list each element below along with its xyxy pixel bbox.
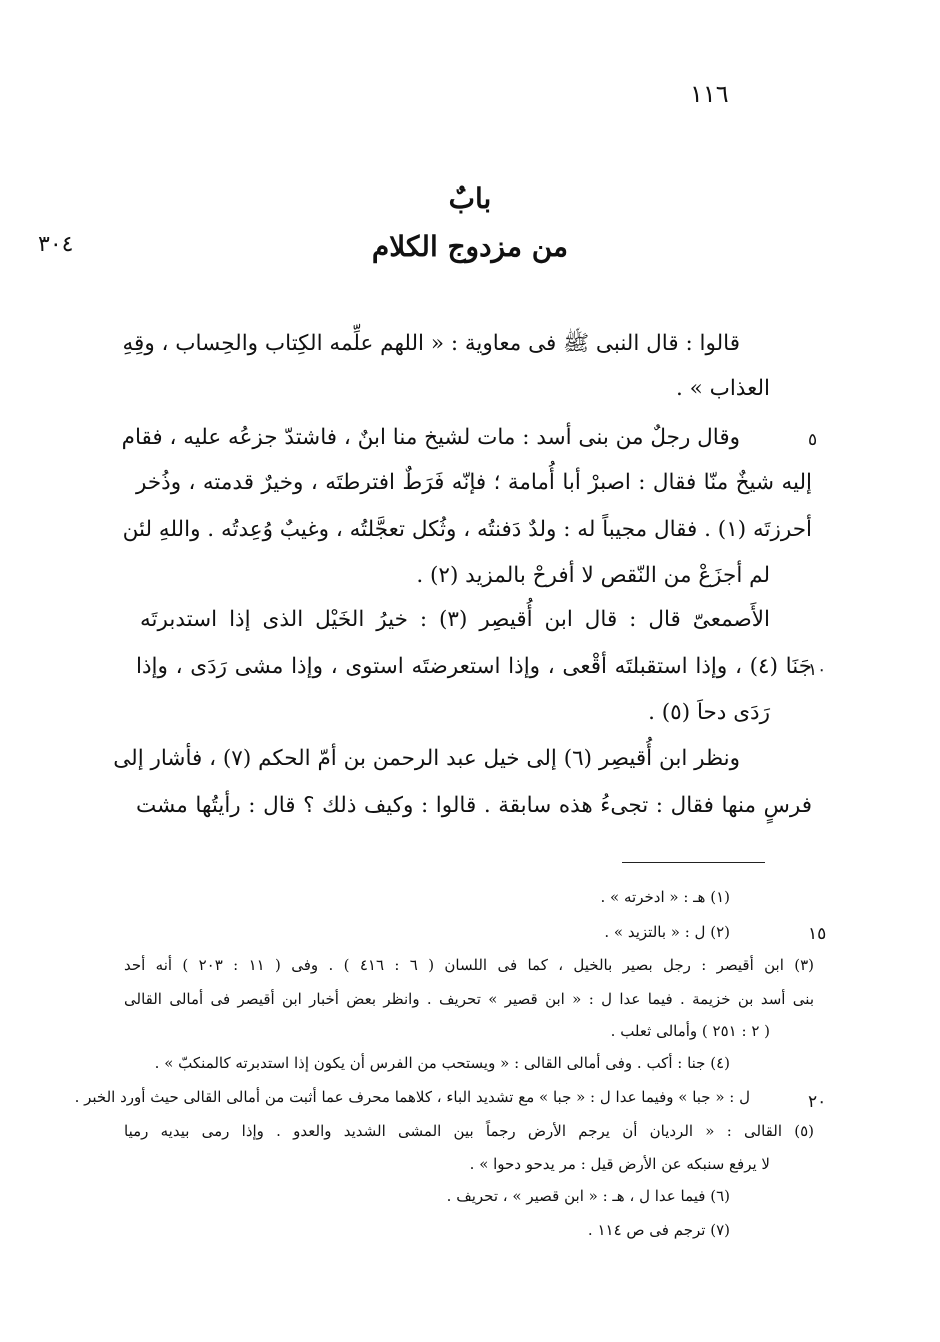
chapter-heading: بابٌ [448, 182, 492, 215]
line-number-margin: ١٥ [808, 924, 827, 944]
footnote-line: (٧) ترجم فى ص ١١٤ . [587, 1221, 730, 1239]
body-line: إليه شيخٌ منّا فقال : اصبرْ أبا أُمامة ؛ فإنّه فَرَطٌ افترطتَه ، وخيرٌ قدمته ، وذُخر [136, 470, 812, 495]
line-number-margin: ١٠ [808, 660, 827, 680]
body-line: وقال رجلٌ من بنى أسد : مات لشيخ منا ابنٌ ، فاشتدّ جزعُه عليه ، فقام [121, 425, 740, 450]
footnote-line: بنى أسد بن خزيمة . فيما عدا ل : « ابن قصير » تحريف . وانظر بعض أخبار ابن أقيصر فى أمالى القالى [124, 990, 814, 1008]
section-number: ٣٠٤ [38, 232, 74, 257]
body-line: أحرزتَه (١) . فقال مجيباً له : ولدٌ دَفنتُه ، وثُكل تعجَّلتُه ، وغيبٌ وُعِدتُه . واللهِ لئن [122, 517, 812, 542]
footnote-line: لا يرفع سنبكه عن الأرض قيل : مر يدحو دحوا » . [469, 1155, 770, 1173]
footnote-line: ل : « جبا » وفيما عدا ل : « جبا » مع تشديد الباء ، كلاهما محرف عما أثبت من أمالى القالى حيث أورد الخبر . [74, 1088, 750, 1106]
body-line: رَدَى دحاَ (٥) . [648, 700, 770, 725]
footnote-line: (٦) فيما عدا ل ، هـ : « ابن قصير » ، تحريف . [446, 1187, 730, 1205]
footnote-line: (٥) القالى : « الرديان أن يرجم الأرض رجماً بين المشى الشديد والعدو . وإذا رمى بيديه رميا [124, 1122, 814, 1140]
page-number: ١١٦ [690, 80, 729, 108]
footnote-line: (٢) ل : « بالتزيد » . [604, 923, 730, 941]
line-number-margin: ٢٠ [808, 1092, 827, 1112]
footnote-divider [622, 862, 765, 863]
chapter-subheading: من مزدوج الكلام [371, 230, 569, 263]
line-number-margin: ٥ [808, 430, 818, 450]
footnote-line: (١) هـ : « ادخرته » . [600, 888, 730, 906]
body-line: قالوا : قال النبى ﷺ فى معاوية : « اللهم علِّمه الكِتاب والحِساب ، وقِهِ [122, 331, 740, 356]
body-line: فرسٍ منها فقال : تجىءُ هذه سابقة . قالوا : وكيف ذلك ؟ قال : رأيتُها مشت [136, 793, 812, 818]
body-line: جَنَا (٤) ، وإذا استقبلتَه أقْعى ، وإذا استعرضتَه استوى ، وإذا مشى رَدَى ، وإذا [136, 654, 812, 679]
footnote-line: (٤) جنا : أكب . وفى أمالى القالى : « ويستحب من الفرس أن يكون إذا استدبرته كالمنكبّ » . [154, 1054, 730, 1072]
body-line: الأَصمعىّ قال : قال ابن أُقيصِر (٣) : خيرُ الخَيْل الذى إذا استدبرتَه [140, 607, 770, 632]
body-line: العذاب » . [675, 376, 770, 401]
footnote-line: ( ٢ : ٢٥١ ) وأمالى ثعلب . [610, 1022, 770, 1040]
body-line: لم أجزَعْ من النّقص لا أفرحْ بالمزيد (٢) . [416, 563, 770, 588]
footnote-line: (٣) ابن أقيصر : رجل بصير بالخيل ، كما فى اللسان ( ٦ : ٤١٦ ) . وفى ( ١١ : ٢٠٣ ) أنه أحد [124, 956, 815, 974]
body-line: ونظر ابن أُقيصِر (٦) إلى خيل عبد الرحمن بن أمّ الحكم (٧) ، فأشار إلى [113, 746, 740, 771]
